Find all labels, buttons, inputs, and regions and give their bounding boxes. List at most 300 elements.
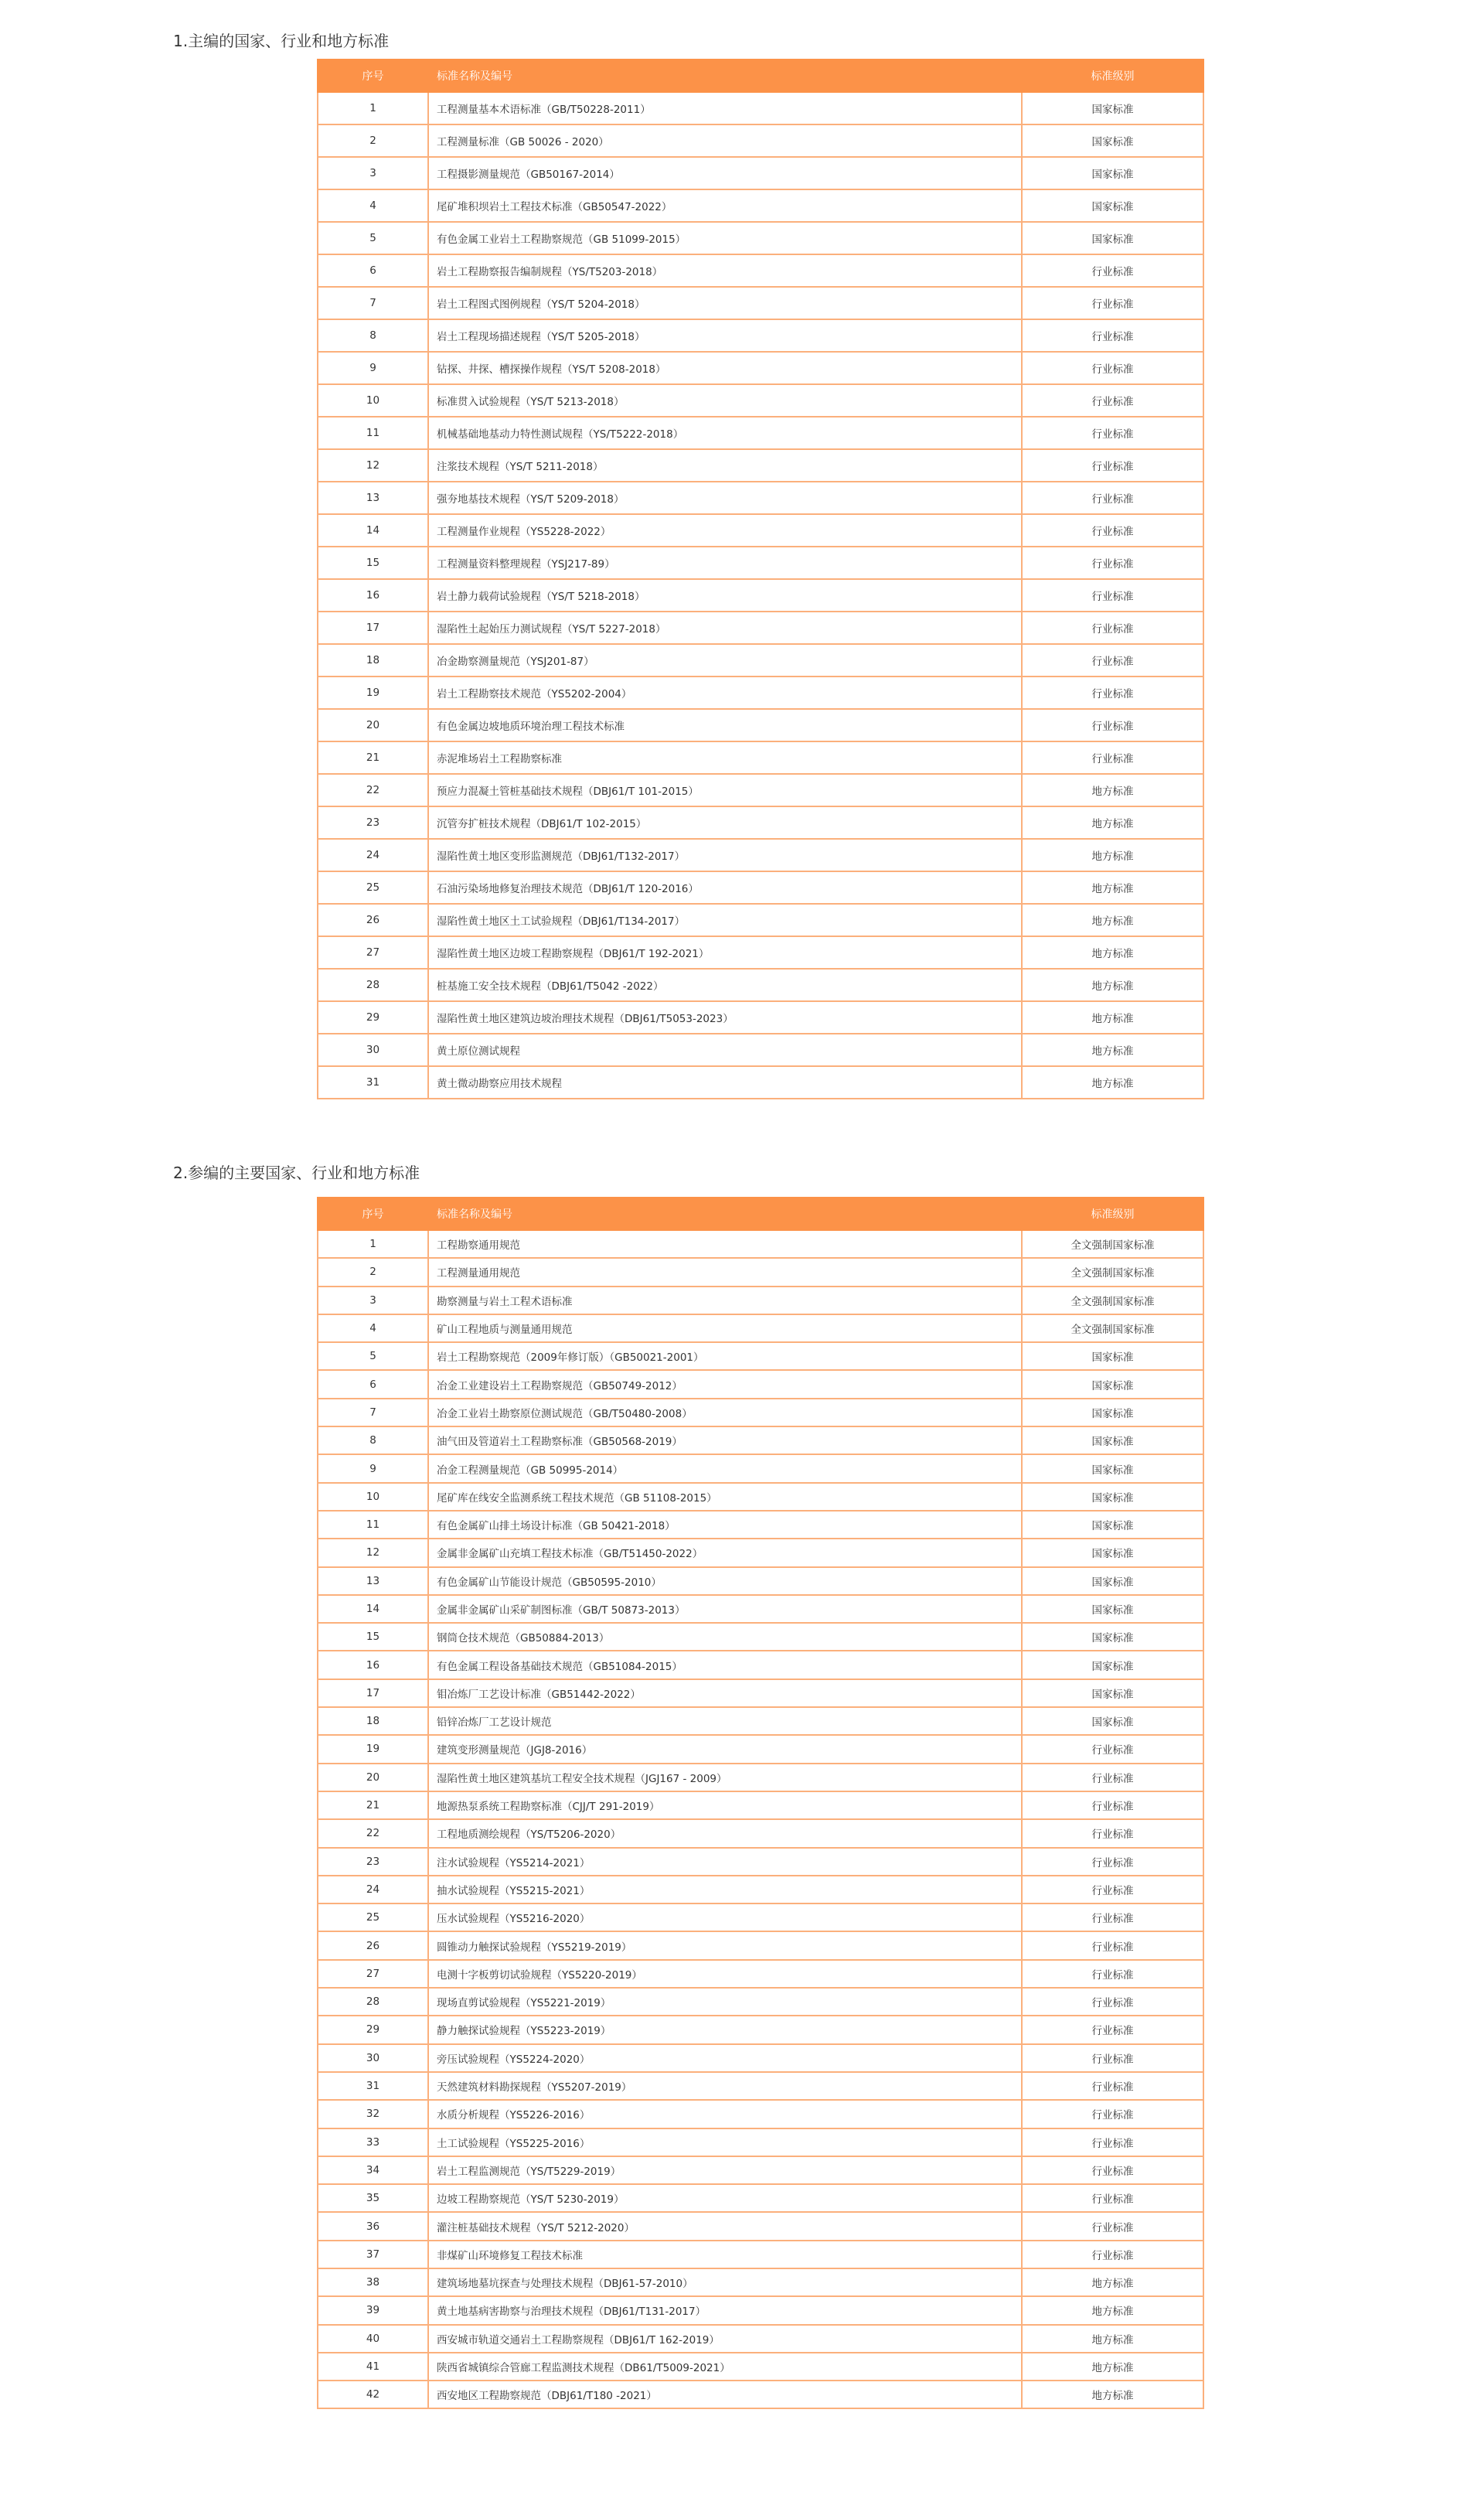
standard-name: 油气田及管道岩土工程勘察标准（GB50568-2019） — [428, 1426, 1022, 1454]
standard-level: 地方标准 — [1022, 904, 1203, 936]
standard-name: 钻探、井探、槽探操作规程（YS/T 5208-2018） — [428, 352, 1022, 384]
header-number: 序号 — [318, 60, 428, 92]
standard-level: 地方标准 — [1022, 2353, 1203, 2381]
table-row — [318, 1876, 1203, 1903]
row-number: 18 — [318, 644, 428, 677]
standard-level: 国家标准 — [1022, 1539, 1203, 1566]
table-body — [318, 1230, 1203, 2408]
row-number: 3 — [318, 1287, 428, 1314]
standard-name: 圆锥动力触探试验规程（YS5219-2019） — [428, 1931, 1022, 1959]
section-1-title: 1.主编的国家、行业和地方标准 — [173, 31, 390, 50]
standard-name: 工程测量通用规范 — [428, 1258, 1022, 1286]
row-number: 21 — [318, 741, 428, 774]
row-number: 2 — [318, 1258, 428, 1286]
row-number: 29 — [318, 1001, 428, 1034]
row-number: 12 — [318, 1539, 428, 1566]
row-number: 10 — [318, 1483, 428, 1511]
table-row — [318, 1230, 1203, 1258]
standard-name: 预应力混凝土管桩基础技术规程（DBJ61/T 101-2015） — [428, 774, 1022, 806]
standard-level: 行业标准 — [1022, 449, 1203, 482]
standard-level: 行业标准 — [1022, 1791, 1203, 1819]
table-row — [318, 384, 1203, 417]
row-number: 6 — [318, 254, 428, 287]
row-number: 36 — [318, 2212, 428, 2240]
table-row — [318, 709, 1203, 741]
standard-name: 边坡工程勘察规范（YS/T 5230-2019） — [428, 2184, 1022, 2212]
standard-level: 行业标准 — [1022, 254, 1203, 287]
row-number: 8 — [318, 319, 428, 352]
table-header-row — [318, 60, 1203, 92]
standard-level: 国家标准 — [1022, 1342, 1203, 1370]
standard-level: 行业标准 — [1022, 1960, 1203, 1988]
row-number: 1 — [318, 1230, 428, 1258]
table-row — [318, 1066, 1203, 1099]
row-number: 17 — [318, 1679, 428, 1707]
table-row — [318, 969, 1203, 1001]
row-number: 22 — [318, 774, 428, 806]
standard-name: 西安城市轨道交通岩土工程勘察规程（DBJ61/T 162-2019） — [428, 2325, 1022, 2353]
row-number: 17 — [318, 612, 428, 644]
row-number: 26 — [318, 1931, 428, 1959]
table-row — [318, 449, 1203, 482]
standard-level: 国家标准 — [1022, 1707, 1203, 1735]
standard-name: 非煤矿山环境修复工程技术标准 — [428, 2241, 1022, 2268]
table-row — [318, 1287, 1203, 1314]
row-number: 18 — [318, 1707, 428, 1735]
standard-name: 注水试验规程（YS5214-2021） — [428, 1848, 1022, 1876]
table-row — [318, 1539, 1203, 1566]
standard-level: 地方标准 — [1022, 969, 1203, 1001]
standard-level: 全文强制国家标准 — [1022, 1230, 1203, 1258]
standard-level: 地方标准 — [1022, 774, 1203, 806]
header-standard-name: 标准名称及编号 — [428, 1198, 1022, 1230]
table-row — [318, 2212, 1203, 2240]
standard-level: 国家标准 — [1022, 189, 1203, 222]
table-row — [318, 92, 1203, 124]
table-row — [318, 547, 1203, 579]
standard-name: 黄土原位测试规程 — [428, 1034, 1022, 1066]
standard-level: 行业标准 — [1022, 1876, 1203, 1903]
standard-name: 湿陷性黄土地区变形监测规范（DBJ61/T132-2017） — [428, 839, 1022, 871]
row-number: 5 — [318, 1342, 428, 1370]
standard-name: 岩土工程勘察报告编制规程（YS/T5203-2018） — [428, 254, 1022, 287]
table-row — [318, 936, 1203, 969]
standard-name: 沉管夯扩桩技术规程（DBJ61/T 102-2015） — [428, 806, 1022, 839]
table-row — [318, 124, 1203, 157]
row-number: 40 — [318, 2325, 428, 2353]
standard-name: 工程测量资料整理规程（YSJ217-89） — [428, 547, 1022, 579]
standard-level: 行业标准 — [1022, 1764, 1203, 1791]
table-row — [318, 839, 1203, 871]
standard-name: 建筑场地墓坑探查与处理技术规程（DBJ61-57-2010） — [428, 2268, 1022, 2296]
row-number: 41 — [318, 2353, 428, 2381]
table-row — [318, 319, 1203, 352]
standard-name: 岩土静力载荷试验规程（YS/T 5218-2018） — [428, 579, 1022, 612]
standard-name: 矿山工程地质与测量通用规范 — [428, 1314, 1022, 1342]
table-row — [318, 1764, 1203, 1791]
standard-level: 地方标准 — [1022, 2325, 1203, 2353]
row-number: 1 — [318, 92, 428, 124]
table-row — [318, 1960, 1203, 1988]
standard-name: 建筑变形测量规范（JGJ8-2016） — [428, 1735, 1022, 1763]
header-standard-level: 标准级别 — [1022, 60, 1203, 92]
standard-level: 行业标准 — [1022, 2100, 1203, 2128]
standard-name: 岩土工程勘察规范（2009年修订版）（GB50021-2001） — [428, 1342, 1022, 1370]
table-row — [318, 254, 1203, 287]
row-number: 39 — [318, 2296, 428, 2324]
row-number: 25 — [318, 1903, 428, 1931]
table-row — [318, 1707, 1203, 1735]
standard-level: 全文强制国家标准 — [1022, 1258, 1203, 1286]
standard-level: 行业标准 — [1022, 384, 1203, 417]
standard-level: 国家标准 — [1022, 1595, 1203, 1623]
standards-table-edited — [317, 59, 1204, 1099]
table-row — [318, 1903, 1203, 1931]
table-row — [318, 2044, 1203, 2072]
table-row — [318, 1567, 1203, 1595]
standard-name: 湿陷性黄土地区边坡工程勘察规程（DBJ61/T 192-2021） — [428, 936, 1022, 969]
standard-name: 有色金属矿山节能设计规范（GB50595-2010） — [428, 1567, 1022, 1595]
standard-level: 行业标准 — [1022, 579, 1203, 612]
standard-level: 行业标准 — [1022, 352, 1203, 384]
standard-name: 黄土地基病害勘察与治理技术规程（DBJ61/T131-2017） — [428, 2296, 1022, 2324]
standard-name: 冶金工业建设岩土工程勘察规范（GB50749-2012） — [428, 1370, 1022, 1398]
table-row — [318, 579, 1203, 612]
table-header-row — [318, 1198, 1203, 1230]
table-row — [318, 1651, 1203, 1679]
table-row — [318, 1342, 1203, 1370]
standard-name: 工程测量作业规程（YS5228-2022） — [428, 514, 1022, 547]
standard-name: 桩基施工安全技术规程（DBJ61/T5042 -2022） — [428, 969, 1022, 1001]
standard-name: 金属非金属矿山充填工程技术标准（GB/T51450-2022） — [428, 1539, 1022, 1566]
standard-level: 行业标准 — [1022, 2184, 1203, 2212]
row-number: 16 — [318, 579, 428, 612]
table-row — [318, 1595, 1203, 1623]
standard-name: 勘察测量与岩土工程术语标准 — [428, 1287, 1022, 1314]
table-row — [318, 677, 1203, 709]
table-row — [318, 1848, 1203, 1876]
standard-name: 工程测量标准（GB 50026 - 2020） — [428, 124, 1022, 157]
standard-level: 行业标准 — [1022, 2212, 1203, 2240]
standard-level: 国家标准 — [1022, 1370, 1203, 1398]
table-row — [318, 1988, 1203, 2016]
row-number: 20 — [318, 1764, 428, 1791]
standard-level: 国家标准 — [1022, 1483, 1203, 1511]
standard-level: 地方标准 — [1022, 839, 1203, 871]
row-number: 13 — [318, 1567, 428, 1595]
standard-level: 行业标准 — [1022, 612, 1203, 644]
row-number: 27 — [318, 936, 428, 969]
row-number: 30 — [318, 1034, 428, 1066]
table-row — [318, 1034, 1203, 1066]
table-row — [318, 2241, 1203, 2268]
standard-level: 地方标准 — [1022, 806, 1203, 839]
standard-level: 行业标准 — [1022, 417, 1203, 449]
row-number: 14 — [318, 1595, 428, 1623]
standard-level: 行业标准 — [1022, 2128, 1203, 2156]
row-number: 13 — [318, 482, 428, 514]
table-row — [318, 1483, 1203, 1511]
standard-name: 钼冶炼厂工艺设计标准（GB51442-2022） — [428, 1679, 1022, 1707]
table-row — [318, 1426, 1203, 1454]
standard-level: 行业标准 — [1022, 677, 1203, 709]
header-number: 序号 — [318, 1198, 428, 1230]
standard-name: 岩土工程监测规范（YS/T5229-2019） — [428, 2156, 1022, 2184]
table-row — [318, 352, 1203, 384]
standard-name: 灌注桩基础技术规程（YS/T 5212-2020） — [428, 2212, 1022, 2240]
standard-name: 现场直剪试验规程（YS5221-2019） — [428, 1988, 1022, 2016]
standard-name: 尾矿堆积坝岩土工程技术标准（GB50547-2022） — [428, 189, 1022, 222]
row-number: 10 — [318, 384, 428, 417]
standard-name: 冶金勘察测量规范（YSJ201-87） — [428, 644, 1022, 677]
standard-name: 静力触探试验规程（YS5223-2019） — [428, 2016, 1022, 2043]
standard-level: 行业标准 — [1022, 741, 1203, 774]
table-row — [318, 482, 1203, 514]
row-number: 33 — [318, 2128, 428, 2156]
table-row — [318, 2184, 1203, 2212]
standard-level: 地方标准 — [1022, 936, 1203, 969]
table-row — [318, 1679, 1203, 1707]
standard-level: 行业标准 — [1022, 644, 1203, 677]
standard-level: 行业标准 — [1022, 709, 1203, 741]
row-number: 7 — [318, 287, 428, 319]
row-number: 23 — [318, 806, 428, 839]
row-number: 35 — [318, 2184, 428, 2212]
standard-name: 旁压试验规程（YS5224-2020） — [428, 2044, 1022, 2072]
section-2-title: 2.参编的主要国家、行业和地方标准 — [173, 1163, 420, 1182]
row-number: 37 — [318, 2241, 428, 2268]
standard-name: 冶金工程测量规范（GB 50995-2014） — [428, 1454, 1022, 1482]
row-number: 38 — [318, 2268, 428, 2296]
table-row — [318, 774, 1203, 806]
row-number: 15 — [318, 547, 428, 579]
row-number: 25 — [318, 871, 428, 904]
table-row — [318, 1511, 1203, 1539]
table-row — [318, 1001, 1203, 1034]
standard-name: 赤泥堆场岩土工程勘察标准 — [428, 741, 1022, 774]
standard-level: 国家标准 — [1022, 222, 1203, 254]
standard-name: 陕西省城镇综合管廊工程监测技术规程（DB61/T5009-2021） — [428, 2353, 1022, 2381]
row-number: 9 — [318, 1454, 428, 1482]
standard-name: 金属非金属矿山采矿制图标准（GB/T 50873-2013） — [428, 1595, 1022, 1623]
standard-name: 有色金属工程设备基础技术规范（GB51084-2015） — [428, 1651, 1022, 1679]
standard-level: 行业标准 — [1022, 287, 1203, 319]
table-row — [318, 514, 1203, 547]
standard-level: 国家标准 — [1022, 1679, 1203, 1707]
standard-name: 有色金属边坡地质环境治理工程技术标准 — [428, 709, 1022, 741]
table-row — [318, 1623, 1203, 1651]
row-number: 31 — [318, 1066, 428, 1099]
standard-level: 行业标准 — [1022, 1931, 1203, 1959]
standard-name: 铅锌冶炼厂工艺设计规范 — [428, 1707, 1022, 1735]
standard-name: 工程勘察通用规范 — [428, 1230, 1022, 1258]
table-row — [318, 1399, 1203, 1426]
standard-level: 行业标准 — [1022, 2156, 1203, 2184]
row-number: 28 — [318, 1988, 428, 2016]
standard-level: 国家标准 — [1022, 124, 1203, 157]
table-row — [318, 2156, 1203, 2184]
table-row — [318, 2100, 1203, 2128]
row-number: 4 — [318, 189, 428, 222]
standard-name: 黄土微动勘察应用技术规程 — [428, 1066, 1022, 1099]
table-row — [318, 2381, 1203, 2408]
standard-level: 国家标准 — [1022, 1426, 1203, 1454]
row-number: 3 — [318, 157, 428, 189]
table-row — [318, 2268, 1203, 2296]
table-row — [318, 222, 1203, 254]
table-row — [318, 157, 1203, 189]
table-row — [318, 417, 1203, 449]
table-row — [318, 1454, 1203, 1482]
table-row — [318, 1314, 1203, 1342]
standard-level: 行业标准 — [1022, 2044, 1203, 2072]
standard-level: 国家标准 — [1022, 157, 1203, 189]
row-number: 30 — [318, 2044, 428, 2072]
row-number: 5 — [318, 222, 428, 254]
row-number: 29 — [318, 2016, 428, 2043]
standard-name: 湿陷性黄土地区建筑基坑工程安全技术规程（JGJ167 - 2009） — [428, 1764, 1022, 1791]
table-row — [318, 1819, 1203, 1847]
standard-level: 地方标准 — [1022, 871, 1203, 904]
row-number: 31 — [318, 2072, 428, 2100]
header-standard-name: 标准名称及编号 — [428, 60, 1022, 92]
row-number: 7 — [318, 1399, 428, 1426]
table-row — [318, 904, 1203, 936]
standards-table-participated — [317, 1197, 1204, 2409]
table-row — [318, 189, 1203, 222]
standard-level: 国家标准 — [1022, 1399, 1203, 1426]
row-number: 34 — [318, 2156, 428, 2184]
row-number: 16 — [318, 1651, 428, 1679]
row-number: 26 — [318, 904, 428, 936]
row-number: 6 — [318, 1370, 428, 1398]
standard-level: 行业标准 — [1022, 547, 1203, 579]
standard-level: 地方标准 — [1022, 2268, 1203, 2296]
standard-name: 天然建筑材料勘探规程（YS5207-2019） — [428, 2072, 1022, 2100]
standard-name: 冶金工业岩土勘察原位测试规范（GB/T50480-2008） — [428, 1399, 1022, 1426]
row-number: 11 — [318, 1511, 428, 1539]
row-number: 24 — [318, 839, 428, 871]
table-row — [318, 1931, 1203, 1959]
standard-name: 湿陷性黄土地区建筑边坡治理技术规程（DBJ61/T5053-2023） — [428, 1001, 1022, 1034]
standard-level: 国家标准 — [1022, 1567, 1203, 1595]
standard-name: 钢筒仓技术规范（GB50884-2013） — [428, 1623, 1022, 1651]
table-row — [318, 2128, 1203, 2156]
standard-level: 行业标准 — [1022, 482, 1203, 514]
standard-name: 岩土工程图式图例规程（YS/T 5204-2018） — [428, 287, 1022, 319]
table-row — [318, 2353, 1203, 2381]
table-body — [318, 92, 1203, 1099]
table-row — [318, 2325, 1203, 2353]
row-number: 24 — [318, 1876, 428, 1903]
standard-name: 有色金属工业岩土工程勘察规范（GB 51099-2015） — [428, 222, 1022, 254]
row-number: 19 — [318, 677, 428, 709]
standard-name: 强夯地基技术规程（YS/T 5209-2018） — [428, 482, 1022, 514]
standard-level: 行业标准 — [1022, 319, 1203, 352]
row-number: 4 — [318, 1314, 428, 1342]
standard-level: 地方标准 — [1022, 1001, 1203, 1034]
row-number: 11 — [318, 417, 428, 449]
standard-name: 标准贯入试验规程（YS/T 5213-2018） — [428, 384, 1022, 417]
standard-name: 注浆技术规程（YS/T 5211-2018） — [428, 449, 1022, 482]
table-row — [318, 806, 1203, 839]
standard-name: 机械基础地基动力特性测试规程（YS/T5222-2018） — [428, 417, 1022, 449]
standard-level: 地方标准 — [1022, 2381, 1203, 2408]
standard-level: 行业标准 — [1022, 1819, 1203, 1847]
standard-level: 全文强制国家标准 — [1022, 1287, 1203, 1314]
row-number: 20 — [318, 709, 428, 741]
standard-name: 有色金属矿山排土场设计标准（GB 50421-2018） — [428, 1511, 1022, 1539]
standard-level: 地方标准 — [1022, 2296, 1203, 2324]
standard-name: 岩土工程现场描述规程（YS/T 5205-2018） — [428, 319, 1022, 352]
standard-level: 行业标准 — [1022, 1735, 1203, 1763]
row-number: 28 — [318, 969, 428, 1001]
standard-level: 国家标准 — [1022, 1454, 1203, 1482]
row-number: 32 — [318, 2100, 428, 2128]
row-number: 8 — [318, 1426, 428, 1454]
standard-name: 湿陷性黄土地区土工试验规程（DBJ61/T134-2017） — [428, 904, 1022, 936]
standard-name: 石油污染场地修复治理技术规范（DBJ61/T 120-2016） — [428, 871, 1022, 904]
standard-name: 岩土工程勘察技术规范（YS5202-2004） — [428, 677, 1022, 709]
table-row — [318, 1791, 1203, 1819]
standard-name: 水质分析规程（YS5226-2016） — [428, 2100, 1022, 2128]
standard-level: 行业标准 — [1022, 514, 1203, 547]
standard-level: 国家标准 — [1022, 1511, 1203, 1539]
table-row — [318, 612, 1203, 644]
table-row — [318, 741, 1203, 774]
standard-level: 地方标准 — [1022, 1066, 1203, 1099]
standard-name: 抽水试验规程（YS5215-2021） — [428, 1876, 1022, 1903]
table-row — [318, 1735, 1203, 1763]
row-number: 12 — [318, 449, 428, 482]
standard-name: 电测十字板剪切试验规程（YS5220-2019） — [428, 1960, 1022, 1988]
standard-level: 行业标准 — [1022, 2241, 1203, 2268]
standard-name: 地源热泵系统工程勘察标准（CJJ/T 291-2019） — [428, 1791, 1022, 1819]
standard-level: 行业标准 — [1022, 1903, 1203, 1931]
row-number: 15 — [318, 1623, 428, 1651]
table-row — [318, 1258, 1203, 1286]
standard-level: 国家标准 — [1022, 1651, 1203, 1679]
standard-level: 行业标准 — [1022, 1988, 1203, 2016]
standard-level: 国家标准 — [1022, 92, 1203, 124]
standard-level: 行业标准 — [1022, 2072, 1203, 2100]
table-row — [318, 871, 1203, 904]
standard-name: 湿陷性土起始压力测试规程（YS/T 5227-2018） — [428, 612, 1022, 644]
row-number: 22 — [318, 1819, 428, 1847]
standard-level: 国家标准 — [1022, 1623, 1203, 1651]
row-number: 42 — [318, 2381, 428, 2408]
standard-name: 压水试验规程（YS5216-2020） — [428, 1903, 1022, 1931]
standard-level: 行业标准 — [1022, 1848, 1203, 1876]
standard-level: 行业标准 — [1022, 2016, 1203, 2043]
header-standard-level: 标准级别 — [1022, 1198, 1203, 1230]
row-number: 14 — [318, 514, 428, 547]
row-number: 9 — [318, 352, 428, 384]
row-number: 2 — [318, 124, 428, 157]
standard-name: 西安地区工程勘察规范（DBJ61/T180 -2021） — [428, 2381, 1022, 2408]
standard-name: 工程摄影测量规范（GB50167-2014） — [428, 157, 1022, 189]
row-number: 23 — [318, 1848, 428, 1876]
table-row — [318, 287, 1203, 319]
standard-name: 工程测量基本术语标准（GB/T50228-2011） — [428, 92, 1022, 124]
row-number: 19 — [318, 1735, 428, 1763]
table-row — [318, 2016, 1203, 2043]
standard-level: 地方标准 — [1022, 1034, 1203, 1066]
table-row — [318, 2296, 1203, 2324]
table-row — [318, 2072, 1203, 2100]
standard-name: 工程地质测绘规程（YS/T5206-2020） — [428, 1819, 1022, 1847]
standard-name: 尾矿库在线安全监测系统工程技术规范（GB 51108-2015） — [428, 1483, 1022, 1511]
